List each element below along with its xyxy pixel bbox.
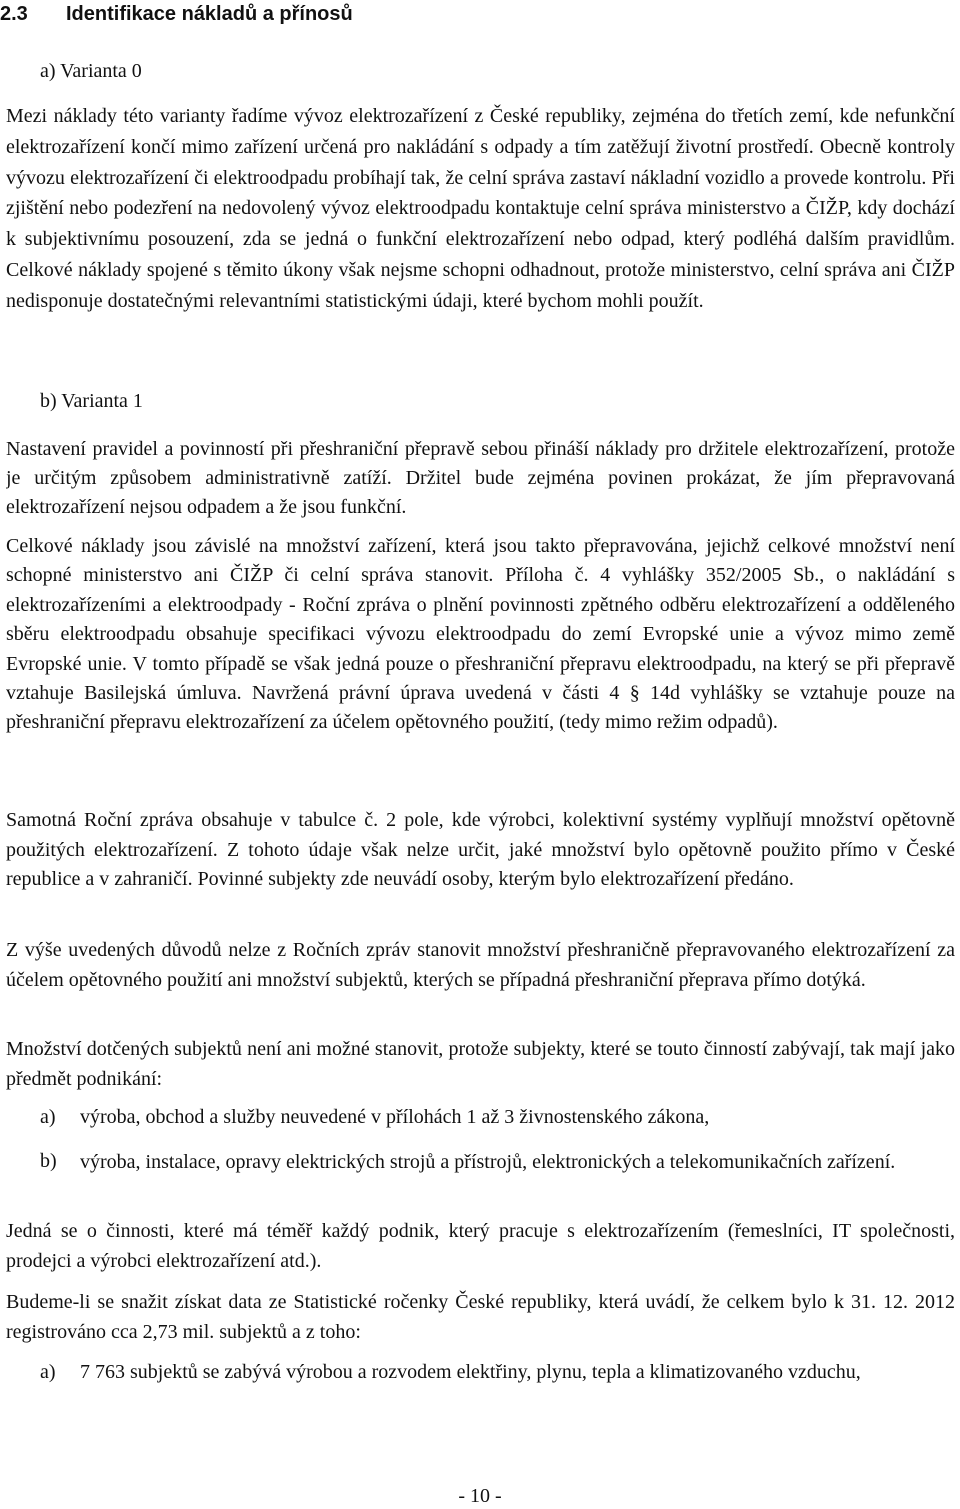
- text-line: elektrozařízeními a elektroodpady - Roční zpráva o plnění povinnosti zpětného odběru elektrozařízení a odděleného: [6, 593, 955, 616]
- text-line: vztahuje Basilejská úmluva. Navržená právní úprava uvedená v části 4 § 14d vyhlášky se vztahuje pouze na: [6, 681, 955, 704]
- text-line: Evropské unie. V tomto případě se však jedná pouze o přeshraniční přepravu elektroodpadu, na který se při přepravě: [6, 652, 955, 675]
- list-item-label: a): [40, 1106, 56, 1128]
- text-line: Budeme-li se snažit získat data ze Statistické ročenky České republiky, která uvádí, že celkem bylo k 31. 12. 2012: [6, 1291, 955, 1313]
- variant-a-paragraph: [6, 101, 955, 317]
- text-line: Celkové náklady jsou závislé na množství zařízení, která jsou takto přepravována, jejichž celkové množství není: [6, 535, 955, 557]
- page-number: - 10 -: [458, 1485, 502, 1507]
- text-line: přeshraniční přepravu elektrozařízení za účelem opětovného použití, (tedy mimo režim odpadů).: [6, 711, 778, 734]
- variant-b-heading: b) Varianta 1: [40, 390, 143, 412]
- text-line: předmět podnikání:: [6, 1068, 163, 1090]
- section-heading: [0, 0, 960, 28]
- text-line: účelem opětovného použití ani množství subjektů, kterých se případná přeshraniční přeprava přímo dotýká.: [6, 968, 866, 991]
- text-line: k subjektivnímu posouzení, zda se jedná o funkční elektrozařízení nebo odpad, který podléhá dalším pravidlům.: [6, 228, 955, 251]
- text-line: prodejci a výrobci elektrozařízení atd.).: [6, 1250, 322, 1272]
- variant-b-paragraph-2: [6, 532, 955, 738]
- list-item-text: [80, 1147, 955, 1177]
- list-item-label: b): [40, 1150, 57, 1172]
- text-line: výroba, obchod a služby neuvedené v přílohách 1 až 3 živnostenského zákona,: [80, 1106, 710, 1128]
- text-line: sběru elektroodpadu obsahuje specifikaci vývozu elektroodpadu do zemí Evropské unie a vývoz mimo země: [6, 623, 955, 646]
- variant-b-paragraph-5: [6, 1034, 955, 1094]
- list-item-label: a): [40, 1361, 56, 1383]
- text-line: Jedná se o činnosti, které má téměř každý podnik, který pracuje s elektrozařízením (řemeslníci, IT společnosti,: [6, 1220, 955, 1242]
- variant-b-paragraph-3: [6, 806, 955, 895]
- text-line: schopné ministerstvo ani ČIŽP či celní správa stanovit. Příloha č. 4 vyhlášky 352/2005 Sb., o nakládání s: [6, 564, 955, 587]
- text-line: Nastavení pravidel a povinností při přeshraniční přepravě sebou přináší náklady pro držitele elektrozařízení, protože: [6, 438, 955, 460]
- text-line: elektrozařízení končí mimo zařízení určená pro nakládání s odpady a tím zatěžují životní prostředí. Obecně kontroly: [6, 135, 955, 158]
- text-line: Celkové náklady spojené s těmito úkony však nejsme schopni odhadnout, protože ministerstvo, celní správa ani ČIŽP: [6, 258, 955, 281]
- section-number: 2.3: [0, 3, 28, 25]
- text-line: nedisponuje dostatečnými relevantními statistickými údaji, které bychom mohli použít.: [6, 289, 704, 312]
- text-line: zjištění nebo podezření na nedovolený vývoz elektroodpadu kontaktuje celní správa ministerstvo a ČIŽP, kdy dochází: [6, 197, 955, 220]
- text-line: 7 763 subjektů se zabývá výrobou a rozvodem elektřiny, plynu, tepla a klimatizovaného vzduchu,: [80, 1361, 861, 1383]
- text-line: použitých elektrozařízení. Z tohoto údaje však nelze určit, jaké množství bylo opětovně použito přímo v České: [6, 838, 955, 861]
- variant-a-heading: a) Varianta 0: [40, 60, 142, 82]
- text-line: elektrozařízení nejsou odpadem a že jsou funkční.: [6, 496, 407, 518]
- variant-b-paragraph-1: [6, 435, 955, 522]
- variant-b-paragraph-6: [6, 1216, 955, 1276]
- variant-b-paragraph-7: [6, 1288, 955, 1347]
- text-line: vývozu elektrozařízení či elektroodpadu probíhají tak, že celní správa zastaví nákladní vozidlo a provede kontrolu. Při: [6, 166, 955, 189]
- text-line: Samotná Roční zpráva obsahuje v tabulce č. 2 pole, kde výrobci, kolektivní systémy vyplňují množství opětovně: [6, 809, 955, 831]
- section-title: Identifikace nákladů a přínosů: [66, 3, 353, 25]
- text-line: registrováno cca 2,73 mil. subjektů a z toho:: [6, 1320, 361, 1343]
- text-line: republice a v zahraničí. Povinné subjekty zde neuvádí osoby, kterým bylo elektrozařízení předáno.: [6, 868, 794, 891]
- text-line: Mezi náklady této varianty řadíme vývoz elektrozařízení z České republiky, zejména do třetích zemí, kde nefunkční: [6, 105, 955, 127]
- text-line: je určitým způsobem administrativně zatíží. Držitel bude zejména povinen prokázat, že jím přepravovaná: [6, 467, 955, 489]
- list-item-text: [80, 1103, 955, 1132]
- variant-b-paragraph-4: [6, 936, 955, 995]
- text-line: výroba, instalace, opravy elektrických strojů a přístrojů, elektronických a telekomunikačních zařízení.: [80, 1151, 896, 1173]
- list-item-text: [80, 1358, 955, 1388]
- text-line: Množství dotčených subjektů není ani možné stanovit, protože subjekty, které se touto činností zabývají, tak mají jako: [6, 1038, 955, 1060]
- text-line: Z výše uvedených důvodů nelze z Ročních zpráv stanovit množství přeshraničně přepravovaného elektrozařízení za: [6, 939, 955, 961]
